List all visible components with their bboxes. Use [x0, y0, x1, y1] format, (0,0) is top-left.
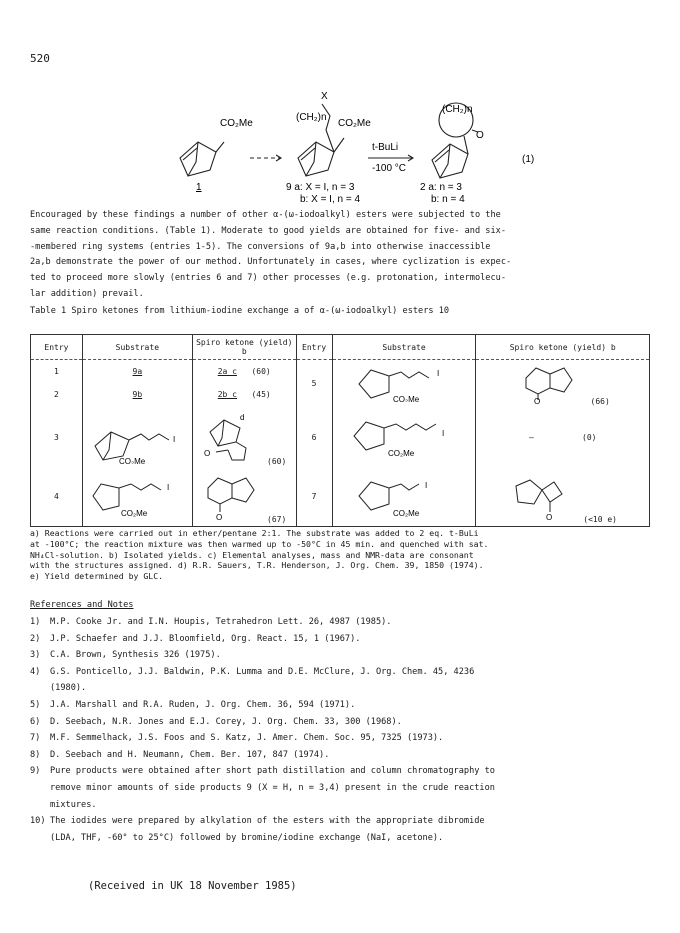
substrate-structure — [82, 468, 192, 526]
paragraph-line: -membered ring systems (entries 1-5). The conversions of 9a,b into otherwise inaccessible — [30, 241, 491, 252]
footnote-line: a) Reactions were carried out in ether/pentane 2:1. The substrate was added to 2 eq. t-BuLi — [30, 528, 479, 538]
paragraph-line: ted to proceed more slowly (entries 6 and 7) other processes (e.g. protonation, intermolecu- — [30, 273, 506, 284]
substrate-structure — [332, 468, 476, 526]
entry-cell: 2 — [31, 383, 83, 406]
header-ketone: Spiro ketone (yield) b — [476, 335, 650, 360]
reference-item: 5) J.A. Marshall and R.A. Ruden, J. Org. Chem. 36, 594 (1971). — [30, 699, 356, 710]
footnote-line: NH₄Cl-solution. b) Isolated yields. c) Elemental analyses, mass and NMR-data are consonant — [30, 549, 474, 560]
reference-item: 6) D. Seebach, N.R. Jones and E.J. Corey, J. Org. Chem. 33, 300 (1968). — [30, 716, 402, 727]
reference-item: 2) J.P. Schaefer and J.J. Bloomfield, Org. React. 15, 1 (1967). — [30, 633, 361, 644]
reference-item: 1) M.P. Cooke Jr. and I.N. Houpis, Tetrahedron Lett. 26, 4987 (1985). — [30, 617, 392, 627]
scheme-ch2n-ring: (CH₂)n — [442, 104, 473, 115]
references-heading: References and Notes — [30, 600, 134, 610]
scheme-eq-label: (1) — [522, 154, 535, 165]
cyclopentane-ester-structure — [85, 474, 189, 518]
entry-cell: 5 — [296, 360, 332, 407]
header-ketone: Spiro ketone (yield) b — [192, 335, 296, 360]
yield-value: (60) — [267, 457, 287, 466]
entry-cell: 1 — [31, 360, 83, 383]
cyclopentane-ester-structure — [349, 362, 459, 402]
scheme-cmpd-9a: 9 a: X = I, n = 3 — [286, 182, 355, 193]
spiro-ketone-structure — [516, 360, 586, 404]
table-caption: Table 1 Spiro ketones from lithium-iodine exchange a of α-(ω-iodoalkyl) esters 10 — [30, 306, 450, 316]
page-number: 520 — [30, 52, 50, 65]
scheme-reagent-bottom: -100 °C — [372, 163, 407, 174]
ketone-cell: 2b c (45) — [192, 383, 296, 406]
svg-text:CO₂Me: CO₂Me — [388, 449, 415, 458]
reference-item: 8) D. Seebach and H. Neumann, Chem. Ber. 107, 847 (1974). — [30, 749, 330, 760]
spiro-ketone-table — [30, 334, 650, 527]
reference-item: 7) M.F. Semmelhack, J.S. Foos and S. Katz, J. Amer. Chem. Soc. 95, 7325 (1973). — [30, 733, 444, 744]
substrate-structure — [82, 406, 192, 468]
paragraph-line: same reaction conditions. (Table 1). Moderate to good yields are obtained for five- and six- — [30, 225, 506, 236]
scheme-co2me-left: CO₂Me — [220, 118, 253, 129]
svg-text:CO₂Me: CO₂Me — [119, 457, 146, 464]
table-footnotes — [30, 528, 660, 582]
yield-value: (0) — [582, 432, 597, 442]
reference-item: 9) Pure products were obtained after short path distillation and column chromatography to remove minor amounts of side products 9 (X = H, n = 3,4) present in the crude reaction mixtures. — [30, 766, 495, 810]
svg-text:O: O — [204, 449, 211, 458]
substrate-structure — [332, 360, 476, 407]
paragraph-line: Encouraged by these findings a number of other α-(ω-iodoalkyl) esters were subjected to the — [30, 210, 501, 220]
scheme-x-label: X — [321, 91, 328, 102]
svg-text:O: O — [533, 397, 540, 404]
substrate-structure — [332, 406, 476, 468]
paragraph-line: 2a,b demonstrate the power of our method. Unfortunately in cases, where cyclization is expec- — [30, 257, 512, 268]
ketone-structure — [476, 468, 650, 526]
footnote-line: at -100°C; the reaction mixture was then warmed up to -50°C in 45 min. and quenched with sat. — [30, 538, 489, 549]
spiro-ketone-structure — [202, 470, 262, 522]
svg-text:O: O — [216, 512, 223, 522]
table-row — [31, 360, 650, 383]
entry-cell: 3 — [31, 406, 83, 468]
yield-value: (66) — [590, 397, 610, 406]
spiro-cyclobutanone-structure — [508, 470, 578, 522]
svg-text:d: d — [240, 413, 245, 422]
scheme-ch2n-label: (CH₂)n — [296, 112, 327, 123]
reaction-scheme — [150, 90, 550, 208]
norbornene-ester-structure — [85, 408, 189, 464]
table-header-row — [31, 335, 650, 360]
svg-text:CO₂Me: CO₂Me — [393, 508, 420, 518]
footnote-line: e) Yield determined by GLC. — [30, 571, 164, 582]
entry-cell: 7 — [296, 468, 332, 526]
spiro-norbornene-ketone-structure — [202, 408, 262, 464]
table-row — [31, 406, 650, 468]
header-entry: Entry — [296, 335, 332, 360]
received-date: (Received in UK 18 November 1985) — [88, 880, 297, 892]
body-paragraph — [30, 208, 660, 303]
header-substrate: Substrate — [332, 335, 476, 360]
ketone-cell: – (0) — [476, 406, 650, 468]
cyclopentane-ester-structure — [349, 474, 459, 518]
svg-text:CO₂Me: CO₂Me — [121, 508, 148, 518]
svg-text:O: O — [546, 512, 553, 522]
scheme-cmpd-1: 1 — [196, 182, 202, 193]
entry-cell: 6 — [296, 406, 332, 468]
reference-item: 10) The iodides were prepared by alkylation of the esters with the appropriate dibromide (LDA, THF, -60° to 25°C) followed by bromine/iodine exchange (NaI, acetone). — [30, 816, 485, 843]
ketone-structure — [192, 406, 296, 468]
entry-cell: 4 — [31, 468, 83, 526]
header-substrate: Substrate — [82, 335, 192, 360]
scheme-cmpd-2b: b: n = 4 — [431, 194, 465, 205]
substrate-cell: 9a — [82, 360, 192, 383]
yield-value: (<10 e) — [583, 514, 617, 524]
scheme-cmpd-2a: 2 a: n = 3 — [420, 182, 462, 193]
paragraph-line: lar addition) prevail. — [30, 288, 144, 299]
ketone-structure — [476, 360, 650, 407]
cyclopentane-ester-structure — [344, 414, 464, 458]
ketone-cell: 2a c (60) — [192, 360, 296, 383]
reference-item: 3) C.A. Brown, Synthesis 326 (1975). — [30, 650, 221, 661]
svg-text:I: I — [442, 429, 445, 438]
scheme-co2me-mid: CO₂Me — [338, 118, 371, 129]
svg-text:CO₂Me: CO₂Me — [393, 395, 420, 402]
svg-text:I: I — [173, 435, 176, 444]
header-entry: Entry — [31, 335, 83, 360]
references-section — [30, 600, 670, 846]
ketone-structure — [192, 468, 296, 526]
substrate-cell: 9b — [82, 383, 192, 406]
svg-text:I: I — [167, 482, 170, 492]
svg-text:I: I — [437, 369, 440, 378]
yield-value: (67) — [267, 514, 287, 524]
table-row — [31, 468, 650, 526]
reference-item: 4) G.S. Ponticello, J.J. Baldwin, P.K. Lumma and D.E. McClure, J. Org. Chem. 45, 4236 (1980). — [30, 666, 475, 694]
scheme-o-label: O — [476, 130, 484, 141]
footnote-line: with the structures assigned. d) R.R. Sauers, T.R. Henderson, J. Org. Chem. 39, 1850 (1974). — [30, 560, 484, 571]
scheme-reagent-top: t-BuLi — [372, 142, 399, 153]
svg-text:I: I — [425, 480, 428, 490]
scheme-cmpd-9b: b: X = I, n = 4 — [300, 194, 361, 205]
